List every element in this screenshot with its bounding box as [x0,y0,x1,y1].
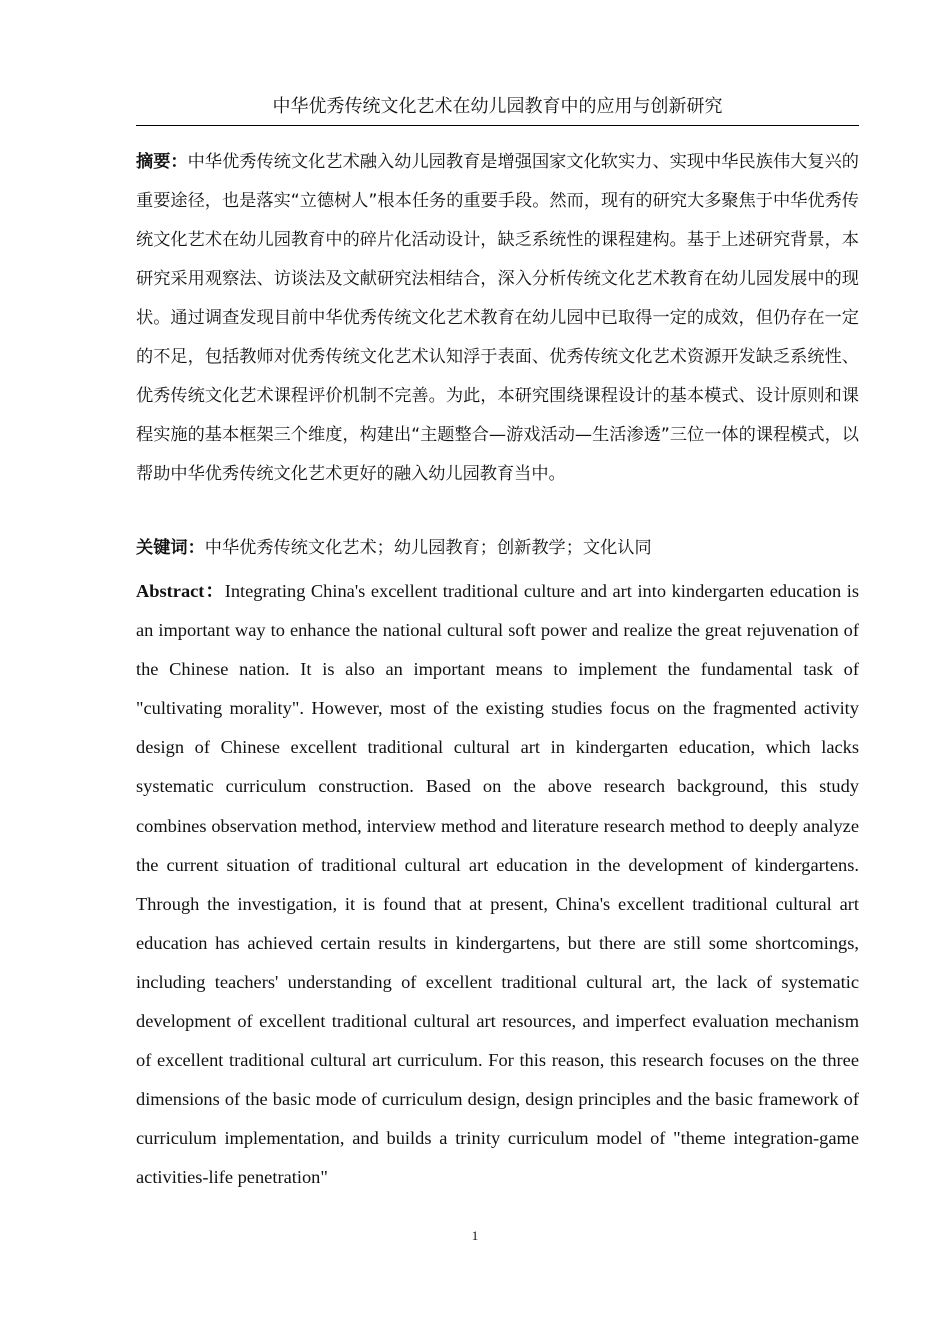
keywords-text: 中华优秀传统文化艺术；幼儿园教育；创新教学；文化认同 [204,538,652,558]
english-abstract-label: Abstract： [136,581,225,601]
chinese-abstract-text: 中华优秀传统文化艺术融入幼儿园教育是增强国家文化软实力、实现中华民族伟大复兴的重要途径，也是落实“立德树人”根本任务的重要手段。然而，现有的研究大多聚焦于中华优秀传统文化艺术在幼儿园教育中的碎片化活动设计，缺乏系统性的课程建构。基于上述研究背景，本研究采用观察法、访谈法及文献研究法相结合，深入分析传统文化艺术教育在幼儿园发展中的现状。通过调查发现目前中华优秀传统文化艺术教育在幼儿园中已取得一定的成效，但仍存在一定的不足，包括教师对优秀传统文化艺术认知浮于表面、优秀传统文化艺术资源开发缺乏系统性、优秀传统文化艺术课程评价机制不完善。为此，本研究围绕课程设计的基本模式、设计原则和课程实施的基本框架三个维度，构建出“主题整合—游戏活动—生活渗透”三位一体的课程模式，以帮助中华优秀传统文化艺术更好的融入幼儿园教育当中。 [136,152,859,484]
page-number: 1 [471,1228,479,1243]
running-header: 中华优秀传统文化艺术在幼儿园教育中的应用与创新研究 [136,92,859,126]
english-abstract-text: Integrating China's excellent traditional culture and art into kindergarten education is an important way to enhance the national cultural soft power and realize the great rejuvenation of the Chinese nation. It is also an important means to implement the fundamental task of "cultivating morality". However, most of the existing studies focus on the fragmented activity design of Chinese excellent traditional cultural art in kindergarten education, which lacks systematic curriculum construction. Based on the above research background, this study combines observation method, interview method and literature research method to deeply analyze the current situation of traditional cultural art education in the development of kindergartens. Through the investigation, it is found that at present, China's excellent traditional cultural art education has achieved certain results in kindergartens, but there are still some shortcomings, including teachers' understanding of excellent traditional cultural art, the lack of systematic development of excellent traditional cultural art resources, and imperfect evaluation mechanism of excellent traditional cultural art curriculum. For this reason, this research focuses on the three dimensions of the basic mode of curriculum design, design principles and the basic framework of curriculum implementation, and builds a trinity curriculum model of "theme integration-game activities-life penetration" [136,581,859,1188]
keywords [136,534,859,562]
keywords-label: 关键词： [136,538,205,558]
chinese-abstract [136,143,859,494]
english-abstract [136,572,859,1198]
chinese-abstract-label: 摘要： [136,152,188,172]
